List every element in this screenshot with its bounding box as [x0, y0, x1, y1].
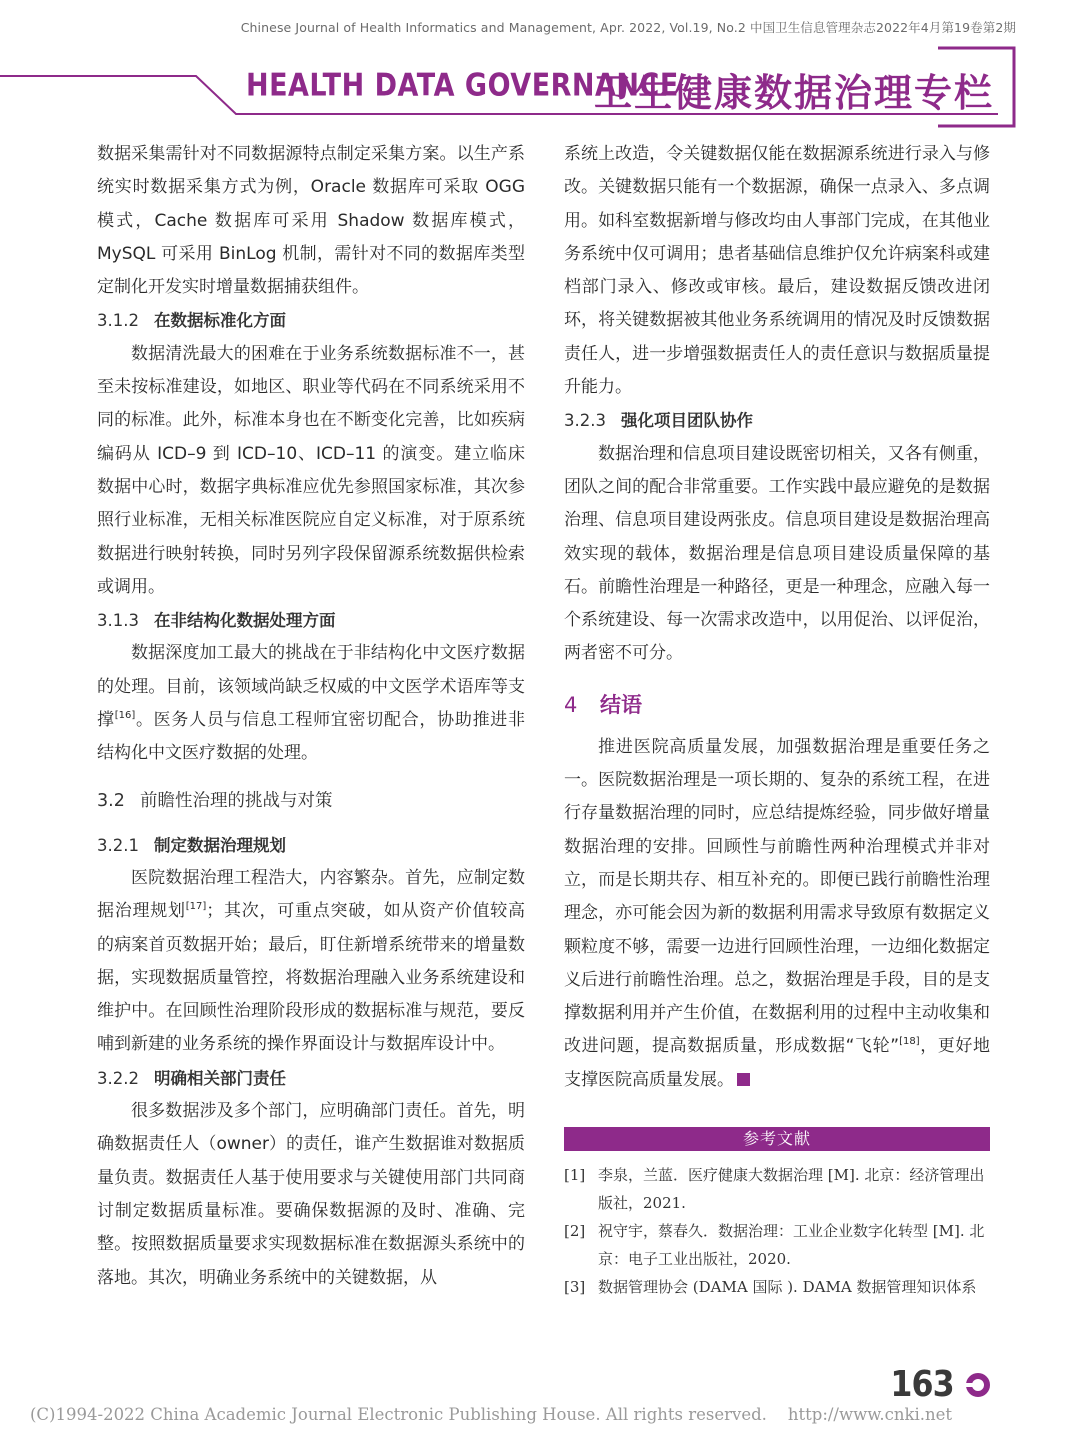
section-title: 在数据标准化方面 [154, 311, 286, 331]
section-title: 结语 [600, 692, 642, 717]
section-heading-3-2 [97, 785, 525, 817]
reference-item [564, 1217, 990, 1273]
page-ring-icon [965, 1372, 991, 1398]
paragraph-text: ，更好地支撑医院高质量发展。 [564, 1036, 991, 1090]
citation: [17] [185, 901, 207, 913]
copyright-notice: (C)1994-2022 China Academic Journal Electronic Publishing House. All rights reserved. http://www.cnki.net [30, 1405, 953, 1424]
section-title: 在非结构化数据处理方面 [154, 611, 336, 631]
reference-text: 数据管理协会 (DAMA 国际 ). DAMA 数据管理知识体系 [598, 1278, 977, 1297]
paragraph: 很多数据涉及多个部门，应明确部门责任。首先，明确数据责任人（owner）的责任，谁产生数据谁对数据质量负责。数据责任人基于使用要求与关键使用部门共同商讨制定数据质量标准。要确保数据源的及时、准确、完整。按照数据质量要求实现数据标准在数据源头系统中的落地。其次，明确业务系统中的关键数据，从 [97, 1101, 525, 1288]
section-number: 4 [564, 692, 578, 717]
reference-item [564, 1161, 990, 1217]
paragraph-text: 。医务人员与信息工程师宜密切配合，协助推进非结构化中文医疗数据的处理。 [97, 710, 526, 764]
left-column [97, 138, 525, 1295]
paragraph-text: 数据深度加工最大的挑战在于非结构化中文医疗数据的处理。目前，该领域尚缺乏权威的中文医学术语库等支撑 [97, 643, 525, 731]
section-heading-3-1-3 [97, 604, 525, 637]
section-number: 3.1.3 [97, 611, 139, 631]
section-title: 明确相关部门责任 [154, 1068, 286, 1088]
banner-title-zh: 卫生健康数据治理专栏 [594, 71, 995, 115]
section-heading-3-1-2 [97, 304, 525, 337]
paragraph [564, 731, 990, 1097]
column-banner [0, 40, 1080, 132]
section-number: 3.1.2 [97, 311, 139, 331]
running-head: Chinese Journal of Health Informatics and Management, Apr. 2022, Vol.19, No.2 中国卫生信息管理杂志2022年4月第19卷第2期 [240, 20, 1016, 35]
reference-text: 李泉，兰蓝．医疗健康大数据治理 [M]. 北京：经济管理出版社，2021. [598, 1166, 985, 1213]
section-title: 制定数据治理规划 [154, 835, 286, 855]
section-number: 3.2.3 [564, 411, 606, 431]
section-number: 3.2.1 [97, 835, 139, 855]
paragraph-text: ；其次，可重点突破，如从资产价值较高的病案首页数据开始；最后，盯住新增系统带来的增量数据，实现数据质量管控，将数据治理融入业务系统建设和维护中。在回顾性治理阶段形成的数据标准与规范，要反哺到新建的业务系统的操作界面设计与数据库设计中。 [97, 901, 526, 1055]
references-heading: 参考文献 [564, 1127, 990, 1151]
section-heading-4 [564, 687, 990, 723]
banner-title-en: HEALTH DATA GOVERNANCE [246, 67, 679, 104]
citation: [16] [114, 710, 136, 722]
citation: [18] [899, 1036, 920, 1048]
reference-text: 祝守宇，蔡春久．数据治理：工业企业数字化转型 [M]. 北京：电子工业出版社，2020. [598, 1222, 985, 1269]
right-column [564, 138, 990, 1301]
paragraph [97, 862, 525, 1062]
section-number: 3.2 [97, 790, 125, 811]
section-number: 3.2.2 [97, 1068, 139, 1088]
paragraph: 数据清洗最大的困难在于业务系统数据标准不一，甚至未按标准建设，如地区、职业等代码在不同系统采用不同的标准。此外，标准本身也在不断变化完善，比如疾病编码从 ICD–9 到 ICD–10、ICD–11 的演变。建立临床数据中心时，数据字典标准应优先参照国家标准，其次参照行业标准，无相关标准医院应自定义标准，对于原系统数据进行映射转换，同时另列字段保留源系统数据供检索或调用。 [97, 343, 525, 597]
paragraph: 系统上改造，令关键数据仅能在数据源系统进行录入与修改。关键数据只能有一个数据源，确保一点录入、多点调用。如科室数据新增与修改均由人事部门完成，在其他业务系统中仅可调用；患者基础信息维护仅允许病案科或建档部门录入、修改或审核。最后，建设数据反馈改进闭环，将关键数据被其他业务系统调用的情况及时反馈数据责任人，进一步增强数据责任人的责任意识与数据质量提升能力。 [564, 144, 990, 398]
paragraph-text: 推进医院高质量发展，加强数据治理是重要任务之一。医院数据治理是一项长期的、复杂的系统工程，在进行存量数据治理的同时，应总结提炼经验，同步做好增量数据治理的安排。回顾性与前瞻性两种治理模式并非对立，而是长期共存、相互补充的。即便已践行前瞻性治理理念，亦可能会因为新的数据利用需求导致原有数据定义颗粒度不够，需要一边进行回顾性治理，一边细化数据定义后进行前瞻性治理。总之，数据治理是手段，目的是支撑数据利用并产生价值，在数据利用的过程中主动收集和改进问题，提高数据质量，形成数据“飞轮” [564, 736, 990, 1057]
reference-number: [1] [564, 1166, 586, 1185]
end-mark-icon [737, 1073, 750, 1086]
reference-number: [3] [564, 1278, 586, 1297]
paragraph: 数据治理和信息项目建设既密切相关，又各有侧重，团队之间的配合非常重要。工作实践中最应避免的是数据治理、信息项目建设两张皮。信息项目建设是数据治理高效实现的载体，数据治理是信息项目建设质量保障的基石。前瞻性治理是一种路径，更是一种理念，应融入每一个系统建设、每一次需求改造中，以用促治、以评促治，两者密不可分。 [564, 443, 990, 664]
reference-list [564, 1161, 990, 1301]
reference-item [564, 1273, 990, 1301]
paragraph: 数据采集需针对不同数据源特点制定采集方案。以生产系统实时数据采集方式为例，Oracle 数据库可采取 OGG 模式，Cache 数据库可采用 Shadow 数据库模式，MySQL 可采用 BinLog 机制，需针对不同的数据库类型定制化开发实时增量数据捕获组件。 [97, 144, 525, 298]
section-heading-3-2-2 [97, 1062, 525, 1095]
section-title: 前瞻性治理的挑战与对策 [140, 790, 333, 811]
paragraph-text: 医院数据治理工程浩大，内容繁杂。首先，应制定数据治理规划 [97, 867, 525, 922]
section-heading-3-2-1 [97, 829, 525, 862]
page-number: 163 [890, 1364, 954, 1405]
reference-number: [2] [564, 1222, 586, 1241]
section-title: 强化项目团队协作 [621, 411, 753, 431]
paragraph [97, 637, 525, 770]
section-heading-3-2-3 [564, 404, 990, 437]
